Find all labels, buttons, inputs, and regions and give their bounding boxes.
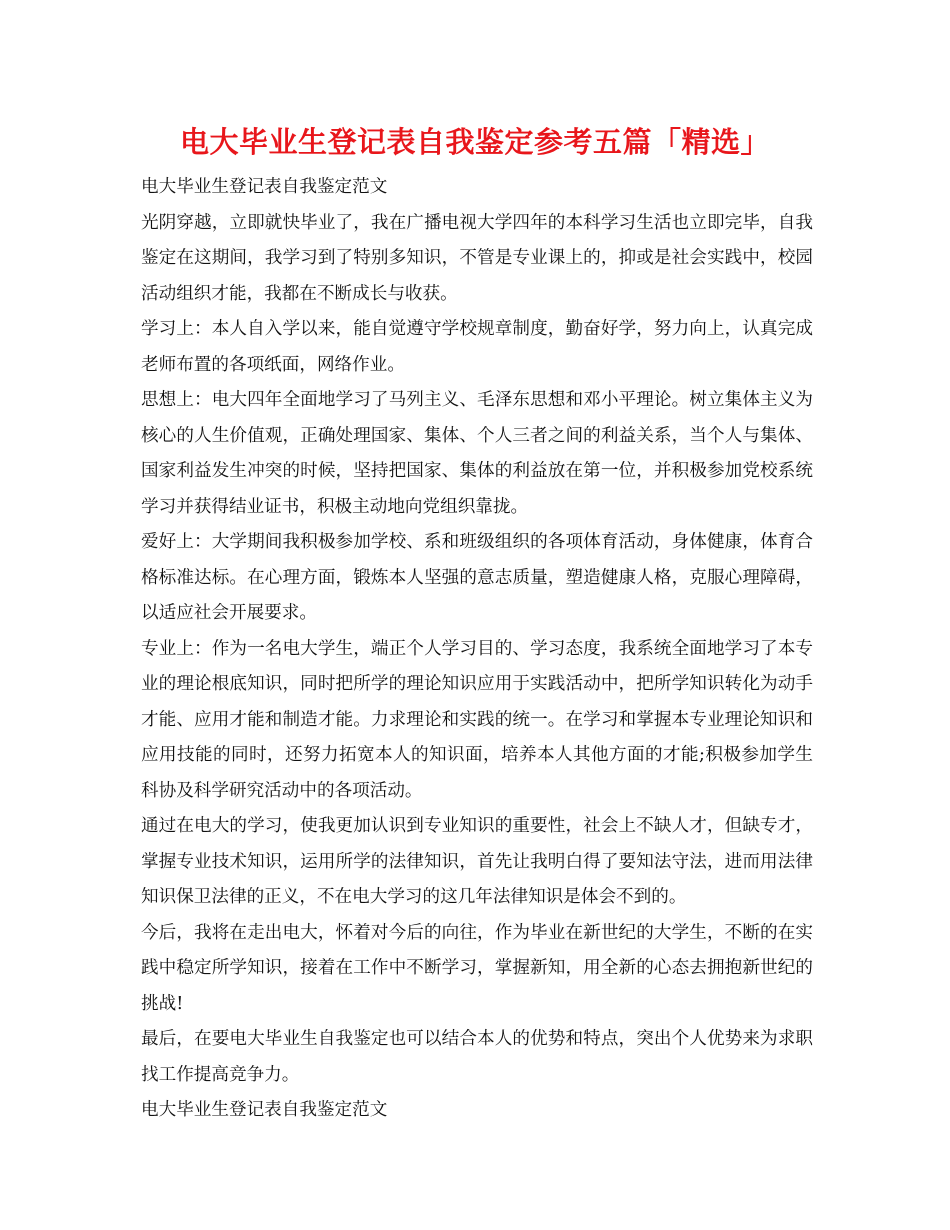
paragraph-subtitle: 电大毕业生登记表自我鉴定范文 bbox=[141, 177, 388, 197]
document-body bbox=[141, 170, 813, 1129]
paragraph-reflection: 通过在电大的学习，使我更加认识到专业知识的重要性，社会上不缺人才，但缺专才，掌握专业技术知识，运用所学的法律知识，首先让我明白得了要知法守法，进而用法律知识保卫法律的正义，不在电大学习的这几年法律知识是体会不到的。 bbox=[141, 816, 813, 907]
paragraph-hobbies: 爱好上：大学期间我积极参加学校、系和班级组织的各项体育活动，身体健康，体育合格标准达标。在心理方面，锻炼本人坚强的意志质量，塑造健康人格，克服心理障碍，以适应社会开展要求。 bbox=[141, 532, 813, 623]
paragraph-ideology: 思想上：电大四年全面地学习了马列主义、毛泽东思想和邓小平理论。树立集体主义为核心的人生价值观，正确处理国家、集体、个人三者之间的利益关系，当个人与集体、国家利益发生冲突的时候，坚持把国家、集体的利益放在第一位，并积极参加党校系统学习并获得结业证书，积极主动地向党组织靠拢。 bbox=[141, 390, 813, 517]
paragraph-conclusion: 最后，在要电大毕业生自我鉴定也可以结合本人的优势和特点，突出个人优势来为求职找工作提高竞争力。 bbox=[141, 1029, 813, 1085]
paragraph-future: 今后，我将在走出电大，怀着对今后的向往，作为毕业在新世纪的大学生，不断的在实践中稳定所学知识，接着在工作中不断学习，掌握新知，用全新的心态去拥抱新世纪的挑战! bbox=[141, 922, 813, 1014]
paragraph-major: 专业上：作为一名电大学生，端正个人学习目的、学习态度，我系统全面地学习了本专业的理论根底知识，同时把所学的理论知识应用于实践活动中，把所学知识转化为动手才能、应用才能和制造才能。力求理论和实践的统一。在学习和掌握本专业理论知识和应用技能的同时，还努力拓宽本人的知识面，培养本人其他方面的才能;积极参加学生科协及科学研究活动中的各项活动。 bbox=[141, 638, 813, 801]
paragraph-intro: 光阴穿越，立即就快毕业了，我在广播电视大学四年的本科学习生活也立即完毕，自我鉴定在这期间，我学习到了特别多知识，不管是专业课上的，抑或是社会实践中，校园活动组织才能，我都在不断成长与收获。 bbox=[141, 212, 813, 304]
document-title: 电大毕业生登记表自我鉴定参考五篇「精选」 bbox=[179, 125, 770, 159]
paragraph-next-heading: 电大毕业生登记表自我鉴定范文 bbox=[141, 1100, 388, 1120]
paragraph-study: 学习上：本人自入学以来，能自觉遵守学校规章制度，勤奋好学，努力向上，认真完成老师布置的各项纸面，网络作业。 bbox=[141, 319, 813, 375]
